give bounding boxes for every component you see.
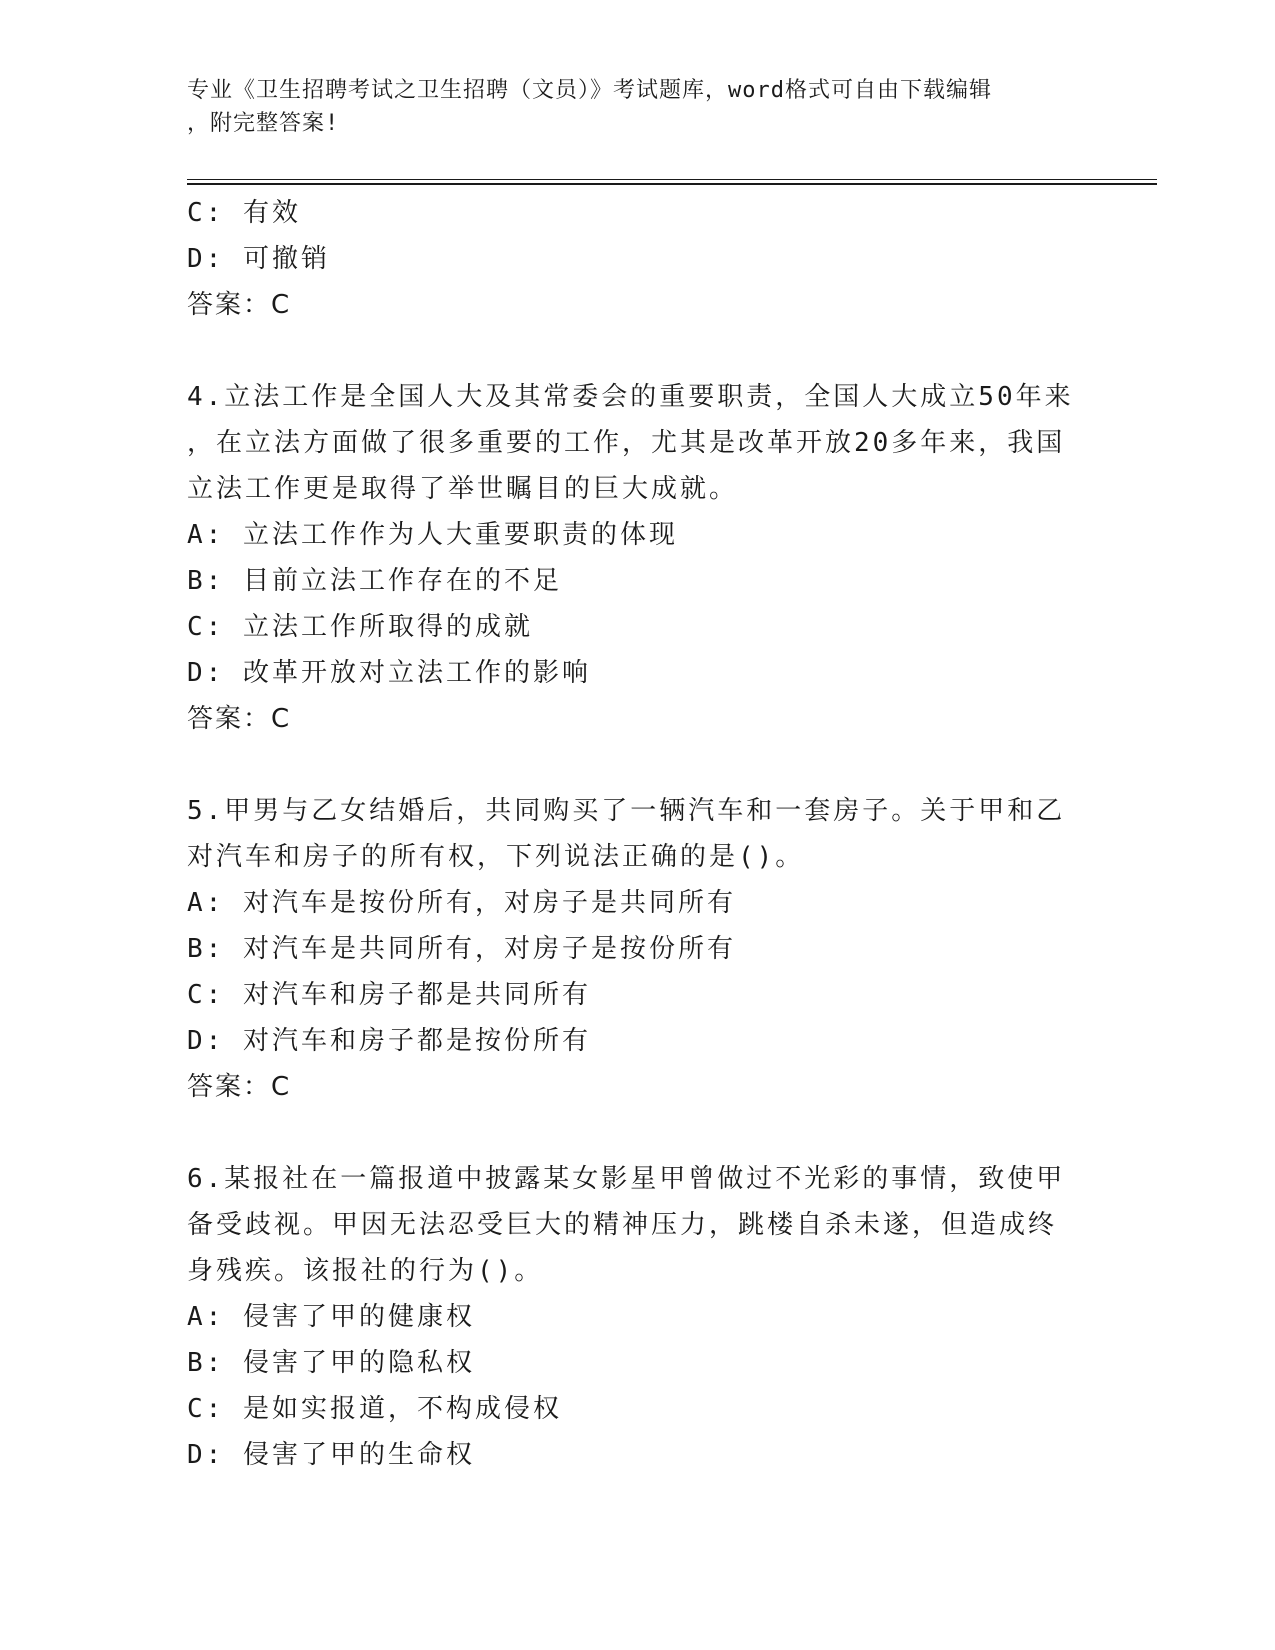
- spacer: [187, 1110, 1087, 1156]
- header-line-1: 专业《卫生招聘考试之卫生招聘（文员）》考试题库，word格式可自由下载编辑: [187, 78, 992, 103]
- question-list: [187, 190, 1087, 1478]
- question-4-answer: 答案：C: [187, 704, 292, 734]
- question-6-option-d: D: 侵害了甲的生命权: [187, 1440, 475, 1470]
- question-4-option-c: C: 立法工作所取得的成就: [187, 612, 533, 642]
- header-line-2: ，附完整答案!: [187, 111, 340, 136]
- spacer: [187, 328, 1087, 374]
- question-4-stem-line: ，在立法方面做了很多重要的工作，尤其是改革开放20多年来，我国: [187, 428, 1066, 458]
- question-5-stem-line: 5.甲男与乙女结婚后，共同购买了一辆汽车和一套房子。关于甲和乙: [187, 796, 1066, 826]
- header-rule-thin: [187, 179, 1157, 180]
- question-5-option-b: B: 对汽车是共同所有，对房子是按份所有: [187, 934, 736, 964]
- question-6: [187, 1156, 1087, 1478]
- question-4-option-d: D: 改革开放对立法工作的影响: [187, 658, 591, 688]
- question-6-stem-line: 6.某报社在一篇报道中披露某女影星甲曾做过不光彩的事情，致使甲: [187, 1164, 1066, 1194]
- question-3-option-d: D: 可撤销: [187, 244, 330, 274]
- question-5-option-d: D: 对汽车和房子都是按份所有: [187, 1026, 591, 1056]
- question-4-option-b: B: 目前立法工作存在的不足: [187, 566, 562, 596]
- question-5-option-c: C: 对汽车和房子都是共同所有: [187, 980, 591, 1010]
- question-6-stem-line: 备受歧视。甲因无法忍受巨大的精神压力，跳楼自杀未遂，但造成终: [187, 1210, 1058, 1240]
- question-6-stem-line: 身残疾。该报社的行为()。: [187, 1256, 544, 1286]
- question-5: [187, 788, 1087, 1110]
- document-header: [187, 74, 1087, 140]
- spacer: [187, 742, 1087, 788]
- question-5-answer: 答案：C: [187, 1072, 292, 1102]
- question-3-answer: 答案：C: [187, 290, 292, 320]
- question-5-option-a: A: 对汽车是按份所有，对房子是共同所有: [187, 888, 736, 918]
- question-3-tail: [187, 190, 1087, 328]
- question-4-stem-line: 立法工作更是取得了举世瞩目的巨大成就。: [187, 474, 739, 504]
- question-6-option-b: B: 侵害了甲的隐私权: [187, 1348, 475, 1378]
- question-6-option-c: C: 是如实报道，不构成侵权: [187, 1394, 562, 1424]
- header-rule-thick: [187, 183, 1157, 185]
- question-3-option-c: C: 有效: [187, 198, 301, 228]
- question-4: [187, 374, 1087, 742]
- question-4-option-a: A: 立法工作作为人大重要职责的体现: [187, 520, 678, 550]
- question-4-stem-line: 4.立法工作是全国人大及其常委会的重要职责，全国人大成立50年来: [187, 382, 1074, 412]
- question-6-option-a: A: 侵害了甲的健康权: [187, 1302, 475, 1332]
- question-5-stem-line: 对汽车和房子的所有权，下列说法正确的是()。: [187, 842, 805, 872]
